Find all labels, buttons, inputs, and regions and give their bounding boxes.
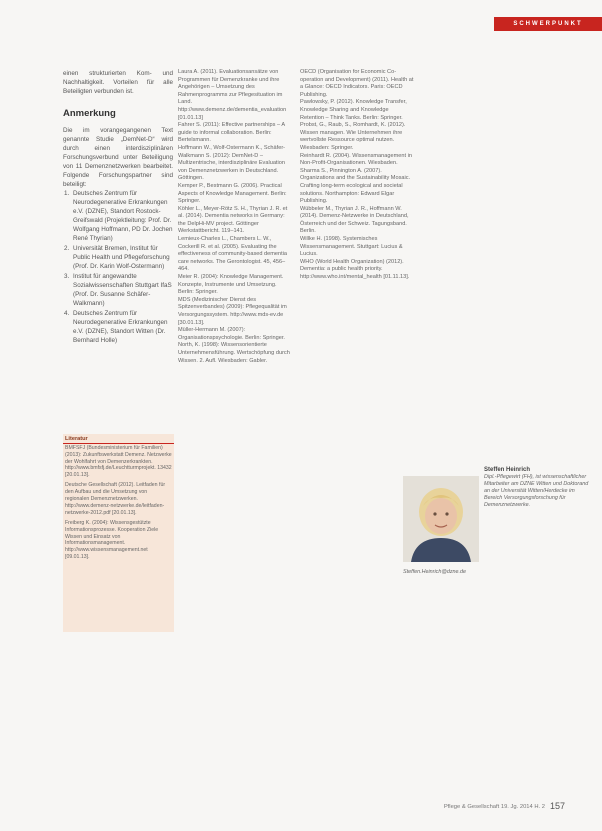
page-number: 157: [550, 801, 566, 811]
section-tag: SCHWERPUNKT: [494, 17, 602, 31]
reference: WHO (World Health Organization) (2012). Dementia: a public health priority. http://www.who.int/mental_health [01.11.13].: [300, 258, 410, 281]
reference: Kemper P., Bestmann G. (2006). Practical Aspects of Knowledge Management. Berlin: Springer.: [178, 182, 287, 205]
reference: North, K. (1998): Wissensorientierte Unternehmensführung. Wertschöpfung durch Wissen. 2. Aufl. Wiesbaden: Gabler.: [178, 342, 290, 364]
reference: Freiberg K. (2004): Wissensgestützte Informationsprozesse. Kooperation Ziele Wissen und Einsatz von Informationsmanagement. http://www.wissensmanagement.net [09.01.13].: [65, 519, 159, 560]
reference: Sharma S., Pinnington A. (2007). Organizations and the Sustainability Mosaic. Crafting long-term ecological and societal solutions. Northampton: Edward Elgar Publishing.: [300, 167, 411, 205]
reference: Fahrer S. (2011): Effective partnerships – A guide to informal collaboration. Berlin: Bertelsmann.: [178, 122, 285, 144]
intro-text: einen strukturierten Kom- und Nachhaltigkeit. Vorteilen für alle Beteiligten verbunden ist.: [63, 70, 173, 95]
body-text: Die im vorangegangenen Text genannte Studie „DemNet-D“ wird durch einen interdisziplinären Forschungsverbund unter Beteiligung von 11 Demenznetzwerken bearbeitet. Folgende Forschungspartner sind beteiligt:: [63, 126, 173, 188]
column-1: [63, 69, 173, 346]
reference: Laura A. (2011). Evaluationsansätze von Programmen für Demenzkranke und ihre Angehörigen – Umsetzung des Rahmenprogramms zur Pflegesituation im Land. http://www.demenz.de/dementia_evaluation [01.01.13]: [178, 69, 287, 121]
reference: Köhler L., Meyer-Rötz S. H., Thyrian J. R. et al. (2014). Dementia networks in Germany: the DelpHi-MV project. Göttinger Werkstattbericht. 119–141.: [178, 205, 288, 235]
partner-item: 4. Deutsches Zentrum für Neurodegenerative Erkrankungen e.V. (DZNE), Standort Witten (Dr. Bernhard Holle): [71, 309, 173, 345]
column-3: [300, 69, 414, 282]
reference: Lemieux-Charles L., Chambers L. W., Cockerill R. et al. (2005). Evaluating the effectiveness of community-based dementia care networks. The Gerontologist. 45, 456–464.: [178, 236, 288, 273]
partner-list: [63, 189, 173, 345]
reference: Deutsche Gesellschaft (2012). Leitfaden für den Aufbau und die Umsetzung von regionalen Demenznetzwerken. http://www.demenz-netzwerke.de/leitfaden-netzwerke-2012.pdf [20.01.13].: [65, 482, 166, 516]
section-heading: Anmerkung: [63, 108, 116, 119]
reference: Pawlowsky, P. (2012). Knowledge Transfer, Knowledge Sharing and Knowledge Retention – Think Tanks. Berlin: Springer.: [300, 99, 407, 121]
reference: MDS (Medizinischer Dienst des Spitzenverbandes) (2009): Pflegequalität im Versorgungssystem. http://www.mds-ev.de [30.01.13].: [178, 296, 287, 326]
author-photo: [403, 476, 479, 562]
reference: Meier R. (2004): Knowledge Management. Konzepte, Instrumente und Umsetzung. Berlin: Springer.: [178, 274, 284, 296]
reference: OECD (Organisation for Economic Co-operation and Development) (2011). Health at a Glance: OECD Indicators. Paris: OECD Publishing.: [300, 69, 414, 98]
journal-footer: Pflege & Gesellschaft 19. Jg. 2014 H. 2: [443, 804, 545, 810]
reference: BMFSFJ (Bundesministerium für Familien) (2013): Zukunftswerkstatt Demenz. Netzwerke der Wohlfahrt von Demenzerkrankten. http://www.bmfsfj.de/Leuchtturmprojekt. 13432 [20.01.13].: [65, 445, 172, 479]
reference: Reinhardt R. (2004). Wissensmanagement in Non-Profit-Organisationen. Wiesbaden.: [300, 152, 412, 167]
literature-box: [63, 434, 174, 632]
author-bio: [484, 467, 592, 509]
reference: Probst, G., Raub, S., Romhardt, K. (2012). Wissen managen. Wie Unternehmen ihre wertvollste Ressource optimal nutzen. Wiesbaden: Springer.: [300, 122, 406, 151]
author-name: Steffen Heinrich: [484, 467, 531, 473]
author-description: Dipl.-Pflegewirt (FH), ist wissenschaftlicher Mitarbeiter am DZNE Witten und Doktorand an der Universität Witten/Herdecke im Bereich Versorgungsforschung für Demenznetzwerke.: [484, 474, 589, 508]
literature-title: Literatur: [63, 434, 174, 444]
partner-item: 3. Institut für angewandte Sozialwissenschaften Stuttgart IfaS (Prof. Dr. Susanne Schäfer-Walkmann): [71, 272, 173, 308]
reference: Willke H. (1998). Systemisches Wissensmanagement. Stuttgart: Lucius & Lucius.: [300, 236, 403, 258]
partner-item: 2. Universität Bremen, Institut für Public Health und Pflegeforschung (Prof. Dr. Karin Wolf-Ostermann): [71, 244, 173, 271]
reference: Hoffmann W., Wolf-Ostermann K., Schäfer-Walkmann S. (2012): DemNet-D – Multizentrische, interdisziplinäre Evaluation von Demenznetzwerken in Deutschland. Göttingen.: [178, 144, 286, 182]
column-2: [178, 69, 290, 365]
reference: Müller-Hermann M. (2007): Organisationspsychologie. Berlin: Springer.: [178, 327, 285, 341]
partner-item: 1. Deutsches Zentrum für Neurodegenerative Erkrankungen e.V. (DZNE), Standort Rostock-Greifswald (Projektleitung: Prof. Dr. Wolfgang Hoffmann, PD Dr. Jochen René Thyrian): [71, 189, 173, 243]
author-email[interactable]: Steffen.Heinrich@dzne.de: [403, 569, 467, 575]
portrait-image: [403, 476, 479, 562]
reference: Wübbeler M., Thyrian J. R., Hoffmann W. (2014). Demenz-Netzwerke in Deutschland, Österreich und der Schweiz. Tagungsband. Berlin.: [300, 205, 409, 235]
